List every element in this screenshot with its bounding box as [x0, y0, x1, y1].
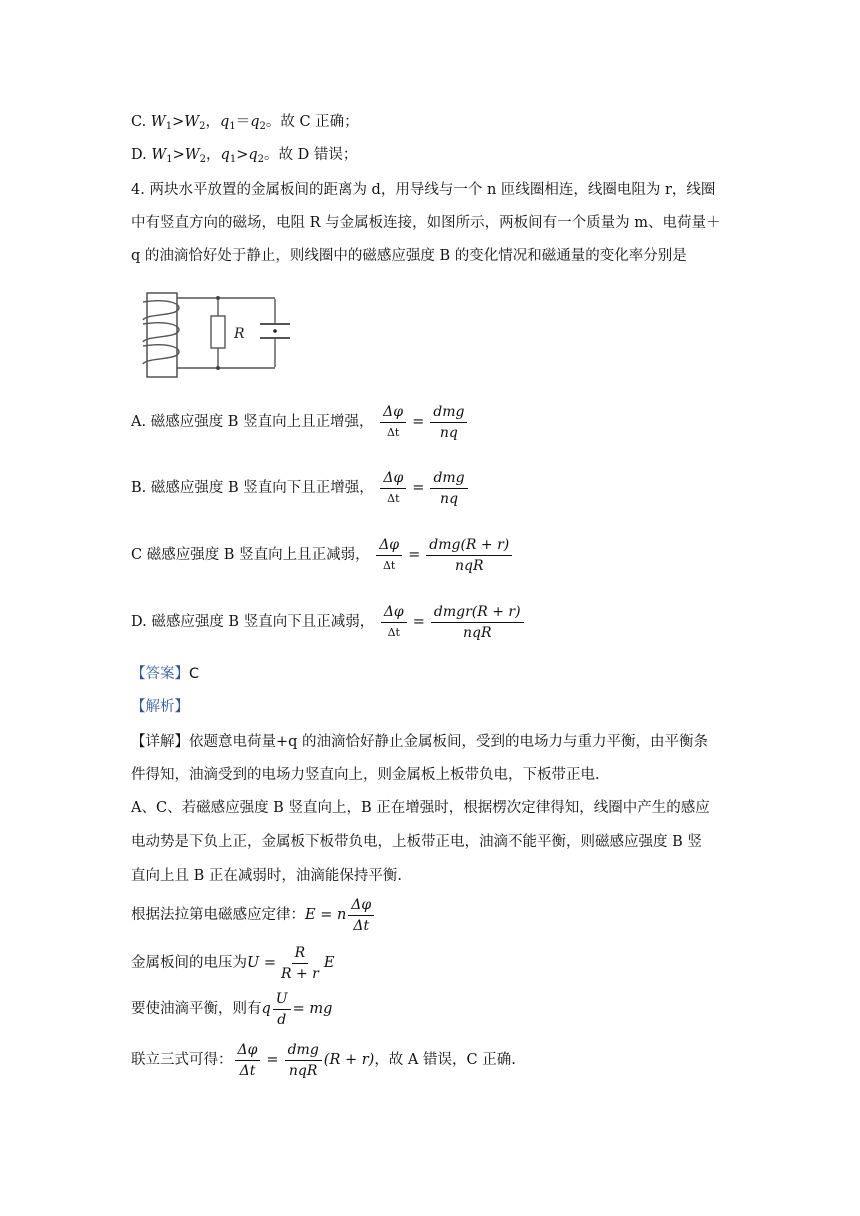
circuit-figure — [138, 290, 306, 382]
answer-value: C — [189, 666, 200, 682]
detail-p2-line-3: 直向上且 B 正在减弱时，油滴能保持平衡. — [131, 868, 402, 884]
option-c: C 磁感应强度 B 竖直向上且正减弱， $\frac{\Delta\varphi}{\Delta t}$ = $\frac{\text{dmg(R + r)}}{\text{nqR}}$ — [131, 535, 514, 575]
option-a: A. 磁感应强度 B 竖直向上且正增强， $\frac{\Delta\varphi}{\Delta t}$ = $\frac{\text{dmg}}{nq}$ — [131, 402, 469, 442]
question-4-line-2: 中有竖直方向的磁场，电阻 R 与金属板连接，如图所示，两板间有一个质量为 m、电荷量＋ — [131, 215, 721, 231]
analysis-tag: 【解析】 — [131, 699, 189, 715]
detail-p1-line-2: 件得知，油滴受到的电场力竖直向上，则金属板上板带负电，下板带正电. — [131, 767, 600, 783]
balance-line: 要使油滴平衡，则有q $\frac{U}{d}$ = mg — [131, 990, 333, 1028]
prev-option-c: C. $W_1>W_2$，$q_1=q_2$。故 C 正确； — [131, 114, 359, 132]
detail-p1-line-1: 【详解】依题意电荷量+q 的油滴恰好静止金属板间，受到的电场力与重力平衡，由平衡条 — [131, 734, 709, 750]
answer-line — [131, 664, 199, 684]
detail-p2-line-1: A、C、若磁感应强度 B 竖直向上，B 正在增强时，根据楞次定律得知，线圈中产生的感应 — [131, 800, 710, 816]
resistor-label: R — [234, 326, 245, 342]
analysis-line — [131, 697, 189, 717]
faraday-law-line: 根据法拉第电磁感应定律：E = n $\frac{\Delta\varphi}{\Delta t}$ — [131, 895, 376, 935]
voltage-line: 金属板间的电压为U = $\frac{R}{R + r}$ E — [131, 944, 335, 982]
option-d: D. 磁感应强度 B 竖直向下且正减弱， $\frac{\Delta\varphi}{\Delta t}$ = $\frac{\text{dmgr(R + r)}}{\text{nqR}}$ — [131, 602, 526, 642]
question-4-line-1: 4. 两块水平放置的金属板间的距离为 d，用导线与一个 n 匝线圈相连，线圈电阻为 r，线圈 — [131, 182, 716, 198]
option-b: B. 磁感应强度 B 竖直向下且正增强， $\frac{\Delta\varphi}{\Delta t}$ = $\frac{\text{dmg}}{nq}$ — [131, 468, 470, 508]
combine-line: 联立三式可得： $\frac{\Delta\varphi}{\Delta t}$ = $\frac{\text{dmg}}{\text{nqR}}$ (R + r)，故 A 错误，C 正确. — [131, 1041, 516, 1079]
prev-option-d: D. $W_1>W_2$，$q_1>q_2$。故 D 错误； — [131, 147, 358, 165]
answer-tag: 【答案】 — [131, 666, 189, 682]
question-4-line-3: q 的油滴恰好处于静止，则线圈中的磁感应强度 B 的变化情况和磁通量的变化率分别是 — [131, 248, 687, 264]
detail-p2-line-2: 电动势是下负上正，金属板下板带负电，上板带正电，油滴不能平衡，则磁感应强度 B 竖 — [131, 834, 702, 850]
